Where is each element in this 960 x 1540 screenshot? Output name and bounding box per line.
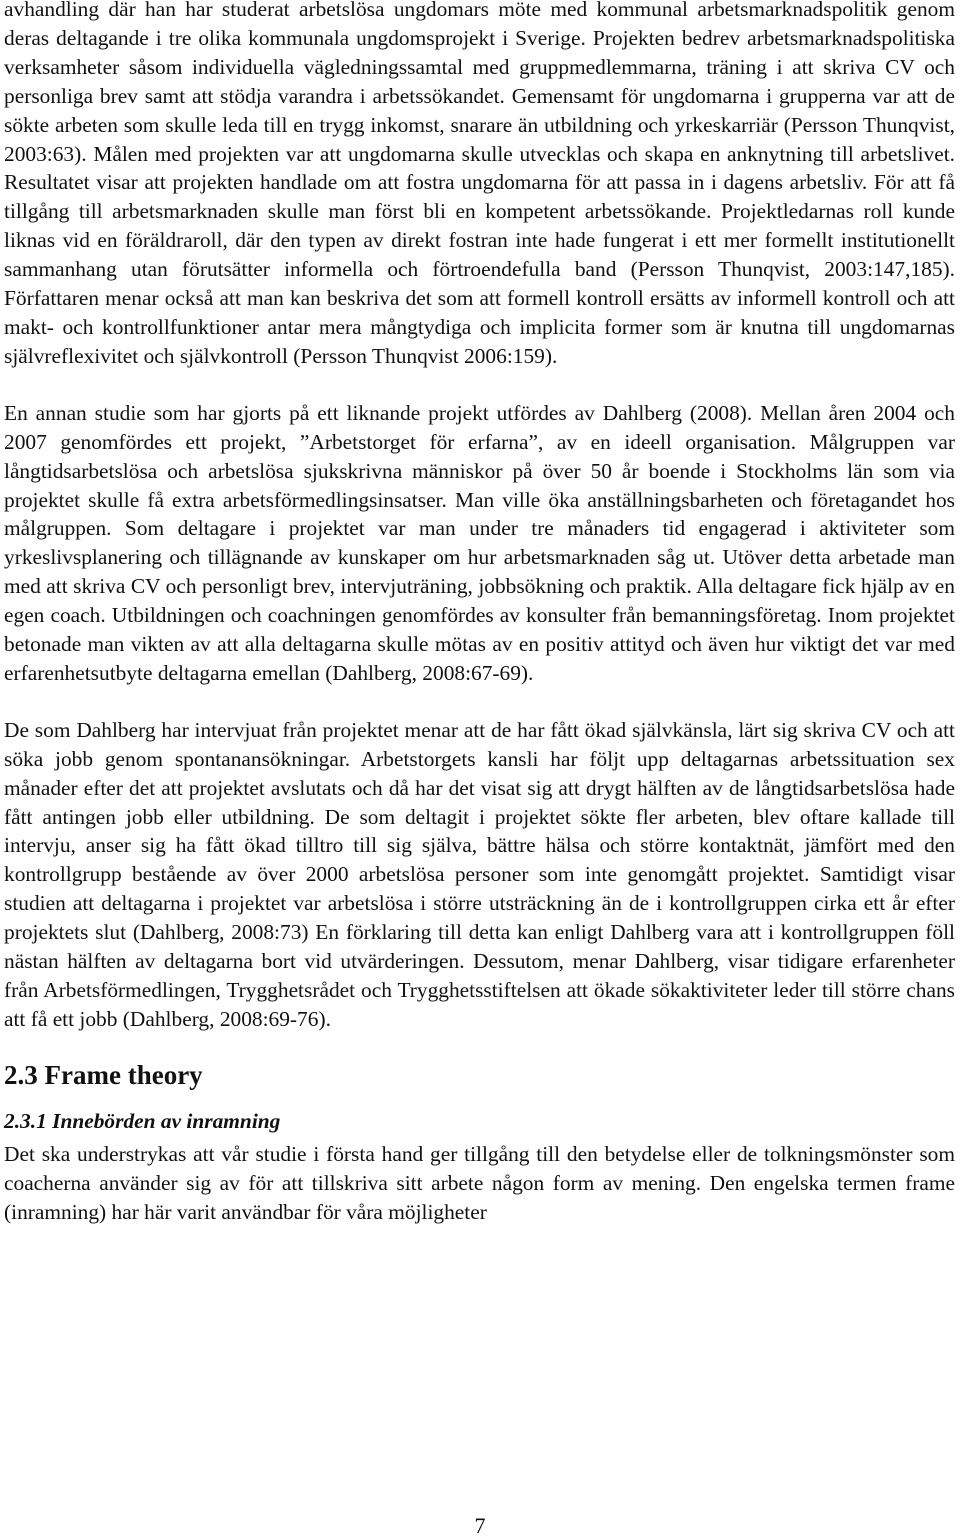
page-number: 7	[474, 1513, 486, 1538]
paragraph-spacer	[4, 371, 955, 399]
body-paragraph-1: avhandling där han har studerat arbetslösa ungdomars möte med kommunal arbetsmarknadspolitik genom deras deltagande i tre olika kommunala ungdomsprojekt i Sverige. Projekten bedrev arbetsmarknadspolitiska verksamheter såsom individuella vägledningssamtal med gruppmedlemmarna, träning i att skriva CV och personliga brev samt att stödja varandra i arbetssökandet. Gemensamt för ungdomarna i grupperna var att de sökte arbeten som skulle leda till en trygg inkomst, snarare än utbildning och yrkeskarriär (Persson Thunqvist, 2003:63). Målen med projekten var att ungdomarna skulle utvecklas och skapa en anknytning till arbetslivet. Resultatet visar att projekten handlade om att fostra ungdomarna för att passa in i dagens arbetsliv. För att få tillgång till arbetsmarknaden skulle man först bli en kompetent arbetssökande. Projektledarnas roll kunde liknas vid en föräldraroll, där den typen av direkt fostran inte hade fungerat i ett mer formellt institutionellt sammanhang utan förutsätter informella och förtroendefulla band (Persson Thunqvist, 2003:147,185). Författaren menar också att man kan beskriva det som att formell kontroll ersätts av informell kontroll och att makt- och kontrollfunktioner antar mera mångtydiga och implicita former som är knutna till ungdomarnas självreflexivitet och självkontroll (Persson Thunqvist 2006:159).	[4, 0, 955, 368]
body-paragraph-3: De som Dahlberg har intervjuat från projektet menar att de har fått ökad självkänsla, lärt sig skriva CV och att söka jobb genom spontanansökningar. Arbetstorgets kansli har följt upp deltagarnas arbetssituation sex månader efter det att projektet avslutats och då har det visat sig att drygt hälften av de långtidsarbetslösa hade fått antingen jobb eller utbildning. De som deltagit i projektet sökte fler arbeten, blev oftare kallade till intervju, anser sig ha fått ökad tilltro till sig själva, bättre hälsa och större kontaktnät, jämfört med den kontrollgrupp bestående av över 2000 arbetslösa personer som inte genomgått projektet. Samtidigt visar studien att deltagarna i projektet var arbetslösa i större utsträckning än de i kontrollgruppen cirka ett år efter projektets slut (Dahlberg, 2008:73) En förklaring till detta kan enligt Dahlberg vara att i kontrollgruppen föll nästan hälften av deltagarna bort vid utvärderingen. Dessutom, menar Dahlberg, visar tidigare erfarenheter från Arbetsförmedlingen, Trygghetsrådet och Trygghetsstiftelsen att ökade sökaktiviteter leder till större chans att få ett jobb (Dahlberg, 2008:69-76).	[4, 717, 955, 1031]
document-page	[4, 0, 955, 1226]
subsection-paragraph: Det ska understrykas att vår studie i första hand ger tillgång till den betydelse eller de tolkningsmönster som coacherna använder sig av för att tillskriva sitt arbete någon form av mening. Den engelska termen frame (inramning) har här varit användbar för våra möjligheter	[4, 1141, 955, 1224]
body-paragraph-2: En annan studie som har gjorts på ett liknande projekt utfördes av Dahlberg (2008). Mellan åren 2004 och 2007 genomfördes ett projekt, ”Arbetstorget för erfarna”, av en ideell organisation. Målgruppen var långtidsarbetslösa och arbetslösa sjukskrivna människor på över 50 år boende i Stockholms län som via projektet skulle få extra arbetsförmedlingsinsatser. Man ville öka anställningsbarheten och företagandet hos målgruppen. Som deltagare i projektet var man under tre månaders tid engagerad i aktiviteter som yrkeslivsplanering och tillägnande av kunskaper om hur arbetsmarknaden såg ut. Utöver detta arbetade man med att skriva CV och personligt brev, intervjuträning, jobbsökning och praktik. Alla deltagare fick hjälp av en egen coach. Utbildningen och coachningen genomfördes av konsulter från bemanningsföretag. Inom projektet betonade man vikten av att alla deltagarna skulle mötas av en positiv attityd och även hur viktigt det var med erfarenhetsutbyte deltagarna emellan (Dahlberg, 2008:67-69).	[4, 400, 955, 685]
subsection-heading: 2.3.1 Innebörden av inramning	[4, 1108, 281, 1133]
paragraph-spacer	[4, 688, 955, 716]
section-heading: 2.3 Frame theory	[4, 1059, 203, 1090]
